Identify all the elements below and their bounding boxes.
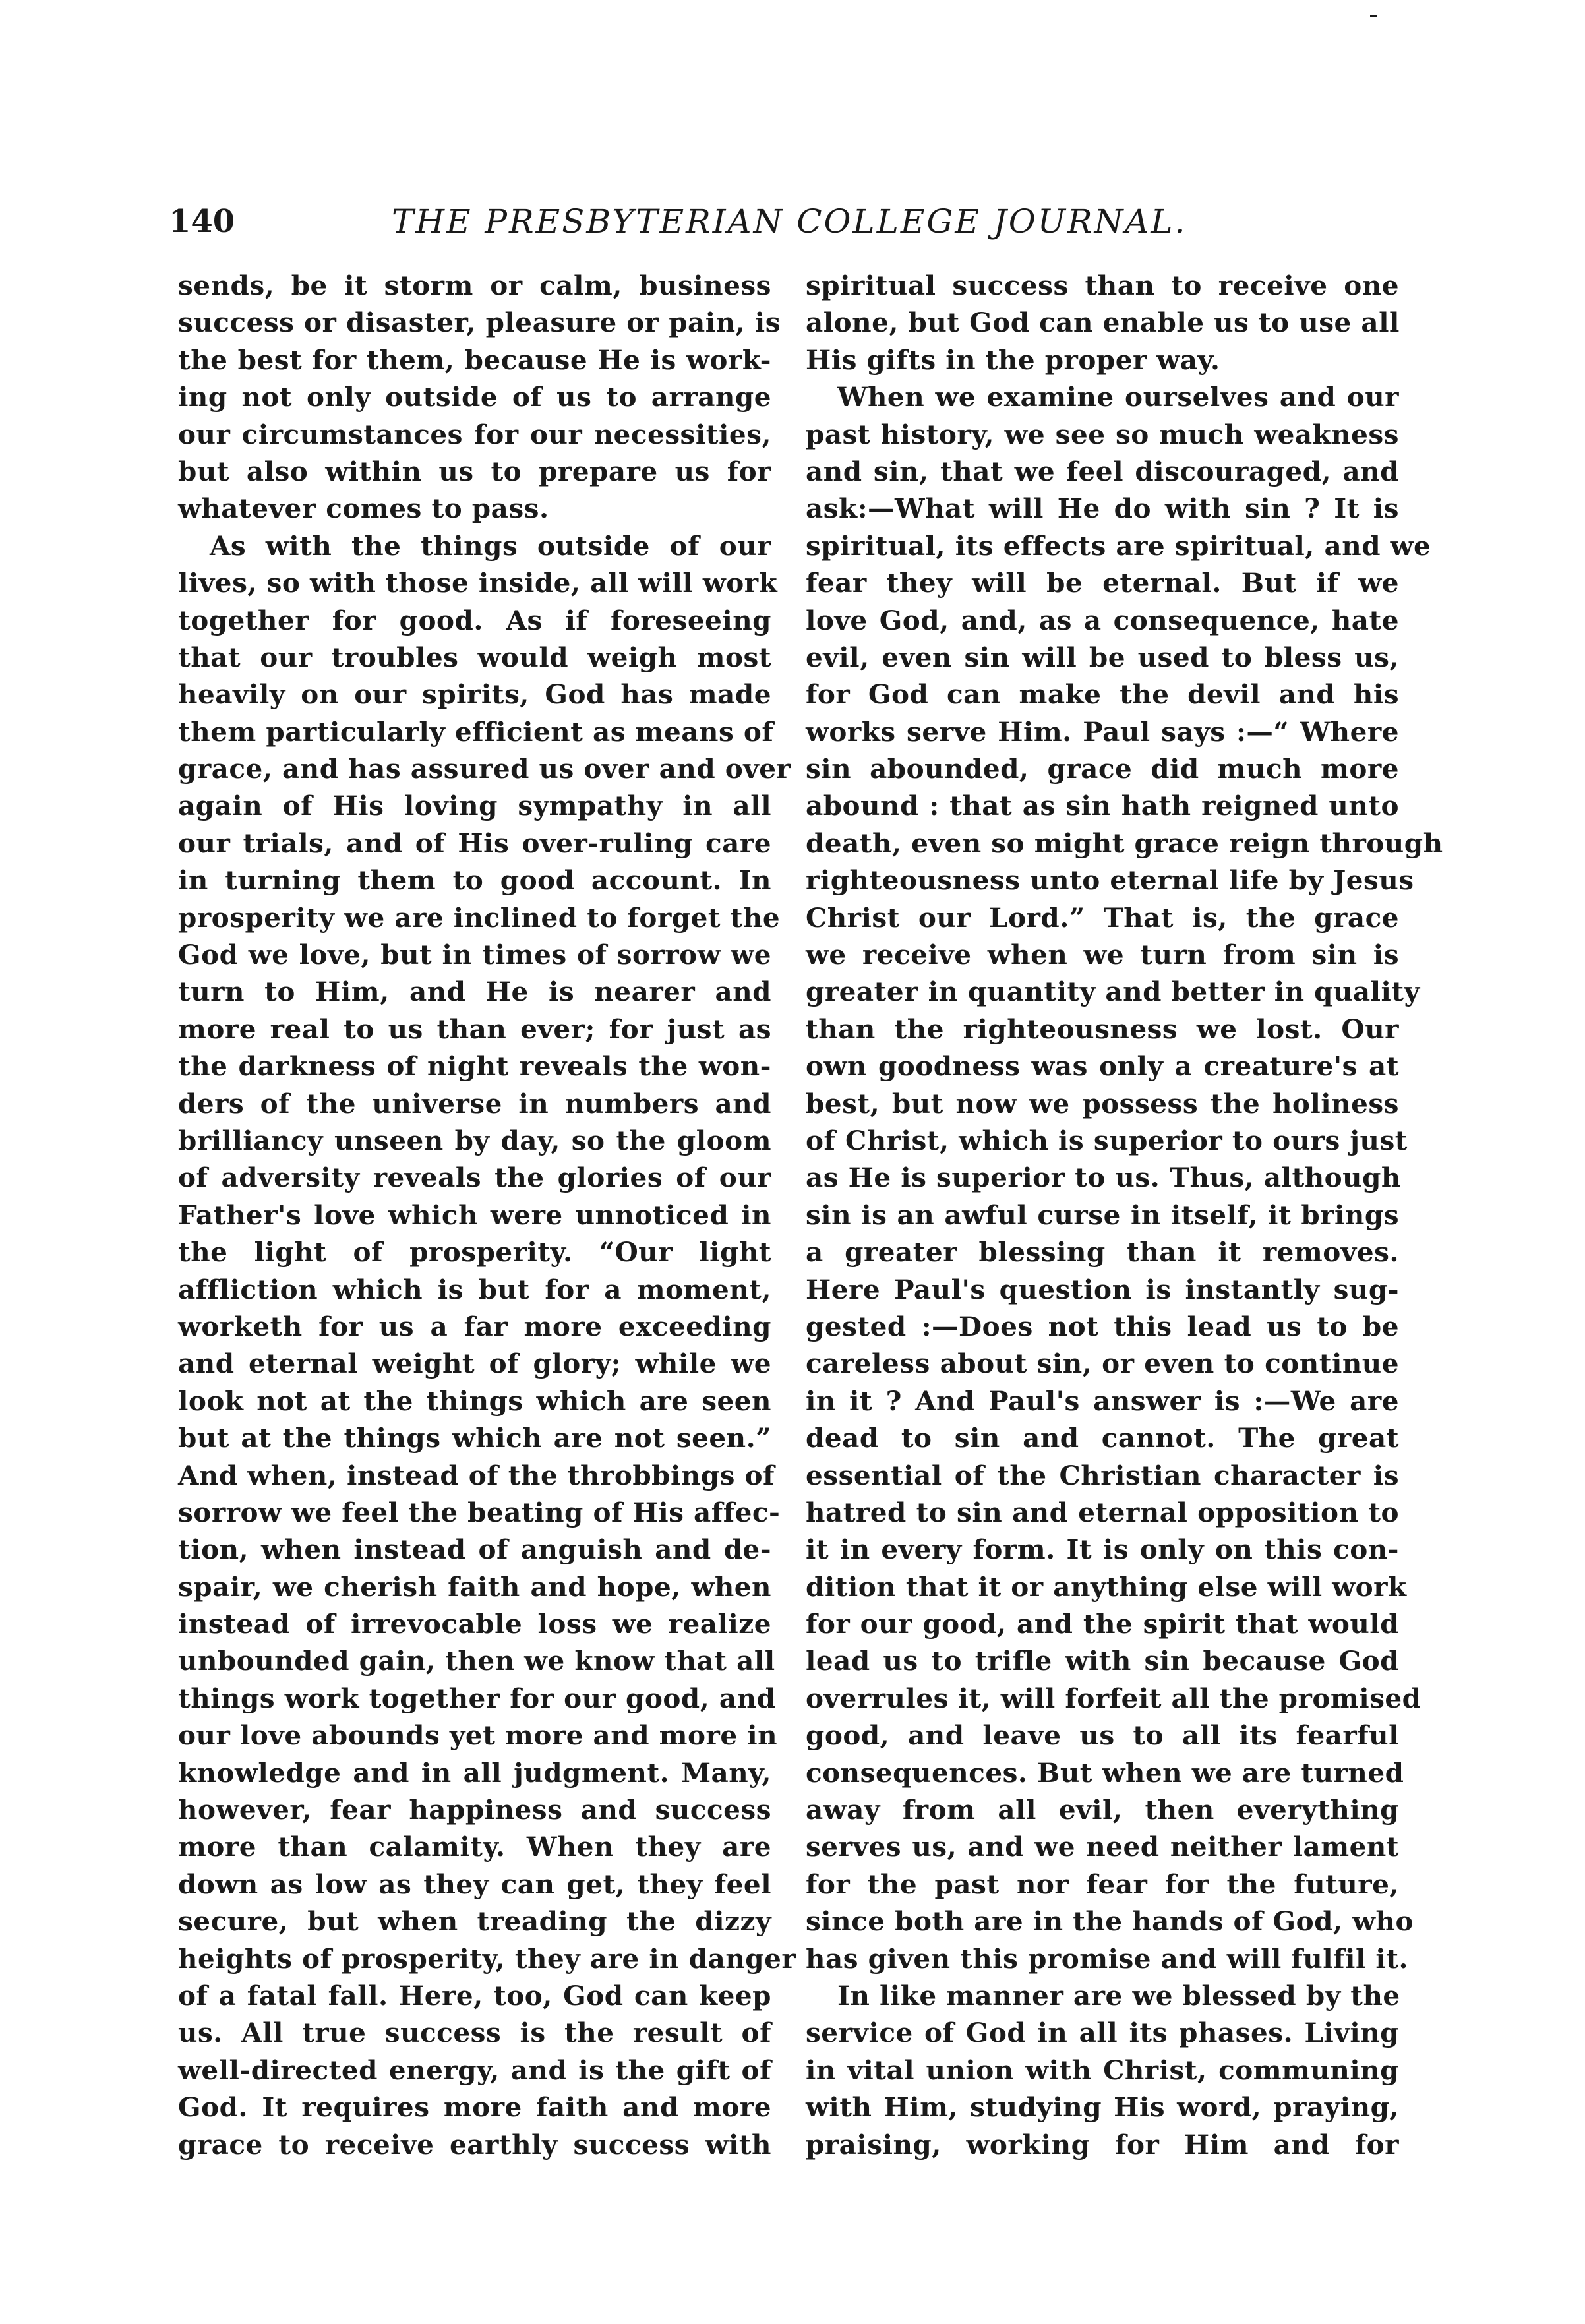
text-line: sin abounded, grace did much more <box>806 753 1399 785</box>
text-line: look not at the things which are seen <box>178 1385 771 1417</box>
text-line: that our troubles would weigh most <box>178 641 771 673</box>
text-line: us. All true success is the result of <box>178 2017 771 2049</box>
text-line: worketh for us a far more exceeding <box>178 1310 771 1342</box>
text-line: God we love, but in times of sorrow we <box>178 939 771 971</box>
left-column <box>178 267 796 2163</box>
text-line: it in every form. It is only on this con- <box>806 1534 1399 1566</box>
text-line: well-directed energy, and is the gift of <box>178 2054 771 2086</box>
text-line: heights of prosperity, they are in danger <box>178 1942 796 1975</box>
page-number: 140 <box>169 203 235 240</box>
text-line: of Christ, which is superior to ours just <box>806 1124 1408 1156</box>
text-line: spair, we cherish faith and hope, when <box>178 1570 771 1603</box>
text-line: His gifts in the proper way. <box>806 343 1220 376</box>
text-line: with Him, studying His word, praying, <box>806 2091 1399 2124</box>
text-line: than the righteousness we lost. Our <box>806 1013 1399 1045</box>
text-line: good, and leave us to all its fearful <box>806 1719 1399 1752</box>
text-line: in it ? And Paul's answer is :—We are <box>806 1385 1399 1417</box>
text-line: more than calamity. When they are <box>178 1831 771 1863</box>
text-line: the best for them, because He is work- <box>178 343 771 376</box>
text-line: unbounded gain, then we know that all <box>178 1645 775 1677</box>
text-line: success or disaster, pleasure or pain, is <box>178 307 781 339</box>
text-line: in vital union with Christ, communing <box>806 2054 1399 2086</box>
text-line: affliction which is but for a moment, <box>178 1273 771 1305</box>
journal-title: THE PRESBYTERIAN COLLEGE JOURNAL. <box>392 202 1187 241</box>
text-line: best, but now we possess the holiness <box>806 1087 1399 1119</box>
text-line: spiritual, its effects are spiritual, and we <box>806 529 1431 562</box>
text-line: alone, but God can enable us to use all <box>806 307 1400 339</box>
text-line: prosperity we are inclined to forget the <box>178 901 781 934</box>
text-line: we receive when we turn from sin is <box>806 939 1399 971</box>
text-line: sends, be it storm or calm, business <box>178 270 771 301</box>
text-line: since both are in the hands of God, who <box>806 1905 1414 1938</box>
text-line: of adversity reveals the glories of our <box>178 1162 771 1194</box>
text-line: away from all evil, then everything <box>806 1794 1399 1826</box>
text-line: gested :—Does not this lead us to be <box>806 1310 1399 1342</box>
text-line: service of God in all its phases. Living <box>806 2017 1399 2049</box>
text-line: turn to Him, and He is nearer and <box>178 976 771 1008</box>
text-line: grace, and has assured us over and over <box>178 753 791 785</box>
text-line: Father's love which were unnoticed in <box>178 1199 771 1231</box>
text-line: and eternal weight of glory; while we <box>178 1348 771 1380</box>
text-line: our trials, and of His over-ruling care <box>178 827 771 859</box>
text-line: down as low as they can get, they feel <box>178 1868 771 1900</box>
right-column <box>806 267 1443 2163</box>
text-line: hatred to sin and eternal opposition to <box>806 1496 1399 1528</box>
corner-mark <box>1370 15 1377 17</box>
text-line: again of His loving sympathy in all <box>178 790 771 822</box>
text-line: lives, so with those inside, all will work <box>178 567 778 599</box>
text-line: the darkness of night reveals the won- <box>178 1050 771 1083</box>
text-line: God. It requires more faith and more <box>178 2091 771 2124</box>
text-line: however, fear happiness and success <box>178 1794 771 1826</box>
text-line: our circumstances for our necessities, <box>178 418 771 450</box>
text-line: in turning them to good account. In <box>178 864 771 897</box>
running-head <box>0 202 1585 248</box>
text-line: careless about sin, or even to continue <box>806 1348 1399 1380</box>
text-line: fear they will be eternal. But if we <box>806 567 1399 599</box>
text-line: works serve Him. Paul says :—“ Where <box>806 715 1399 748</box>
text-line: sorrow we feel the beating of His affec- <box>178 1496 781 1528</box>
text-line: love God, and, as a consequence, hate <box>806 604 1399 636</box>
text-line: Christ our Lord.” That is, the grace <box>806 901 1399 934</box>
text-line: dead to sin and cannot. The great <box>806 1422 1399 1454</box>
text-line: abound : that as sin hath reigned unto <box>806 790 1399 822</box>
text-line: our love abounds yet more and more in <box>178 1719 778 1752</box>
text-line: tion, when instead of anguish and de- <box>178 1534 771 1566</box>
text-line: consequences. But when we are turned <box>806 1756 1404 1789</box>
text-line: ing not only outside of us to arrange <box>178 381 771 413</box>
text-line: As with the things outside of our <box>210 529 771 562</box>
text-line: for our good, and the spirit that would <box>806 1608 1399 1640</box>
text-line: more real to us than ever; for just as <box>178 1013 771 1045</box>
text-line: sin is an awful curse in itself, it brings <box>806 1199 1399 1231</box>
text-line: heavily on our spirits, God has made <box>178 678 771 711</box>
text-line: overrules it, will forfeit all the promised <box>806 1682 1421 1714</box>
text-line: has given this promise and will fulfil it. <box>806 1942 1409 1975</box>
text-line: own goodness was only a creature's at <box>806 1050 1399 1083</box>
text-line: knowledge and in all judgment. Many, <box>178 1756 771 1789</box>
text-line: whatever comes to pass. <box>178 492 549 525</box>
text-line: And when, instead of the throbbings of <box>178 1459 775 1491</box>
text-line: secure, but when treading the dizzy <box>178 1905 771 1938</box>
text-line: greater in quantity and better in quality <box>806 976 1420 1008</box>
text-line: a greater blessing than it removes. <box>806 1236 1399 1268</box>
text-line: lead us to trifle with sin because God <box>806 1645 1399 1677</box>
text-line: as He is superior to us. Thus, although <box>806 1162 1401 1194</box>
text-line: past history, we see so much weakness <box>806 418 1399 450</box>
text-line: serves us, and we need neither lament <box>806 1831 1399 1863</box>
text-line: ders of the universe in numbers and <box>178 1087 771 1119</box>
text-line: but also within us to prepare us for <box>178 455 771 487</box>
text-line: dition that it or anything else will work <box>806 1570 1407 1603</box>
text-line: instead of irrevocable loss we realize <box>178 1608 771 1640</box>
text-line: and sin, that we feel discouraged, and <box>806 455 1399 487</box>
text-line: death, even so might grace reign through <box>806 827 1443 859</box>
text-line: for the past nor fear for the future, <box>806 1868 1399 1900</box>
text-line: things work together for our good, and <box>178 1682 776 1714</box>
text-line: When we examine ourselves and our <box>837 381 1399 413</box>
text-line: the light of prosperity. “Our light <box>178 1236 771 1268</box>
text-line: them particularly efficient as means of <box>178 715 774 748</box>
text-line: evil, even sin will be used to bless us, <box>806 641 1399 673</box>
text-line: together for good. As if foreseeing <box>178 604 771 636</box>
text-line: righteousness unto eternal life by Jesus <box>806 864 1414 897</box>
text-line: Here Paul's question is instantly sug- <box>806 1273 1399 1305</box>
text-line: essential of the Christian character is <box>806 1459 1399 1491</box>
text-line: spiritual success than to receive one <box>806 270 1399 301</box>
text-line: ask:—What will He do with sin ? It is <box>806 492 1399 525</box>
text-line: praising, working for Him and for <box>806 2128 1399 2160</box>
text-line: grace to receive earthly success with <box>178 2128 771 2160</box>
text-line: In like manner are we blessed by the <box>837 1979 1400 2011</box>
text-line: but at the things which are not seen.” <box>178 1422 771 1454</box>
text-line: brilliancy unseen by day, so the gloom <box>178 1124 771 1156</box>
text-line: of a fatal fall. Here, too, God can keep <box>178 1979 771 2011</box>
text-line: for God can make the devil and his <box>806 678 1399 711</box>
